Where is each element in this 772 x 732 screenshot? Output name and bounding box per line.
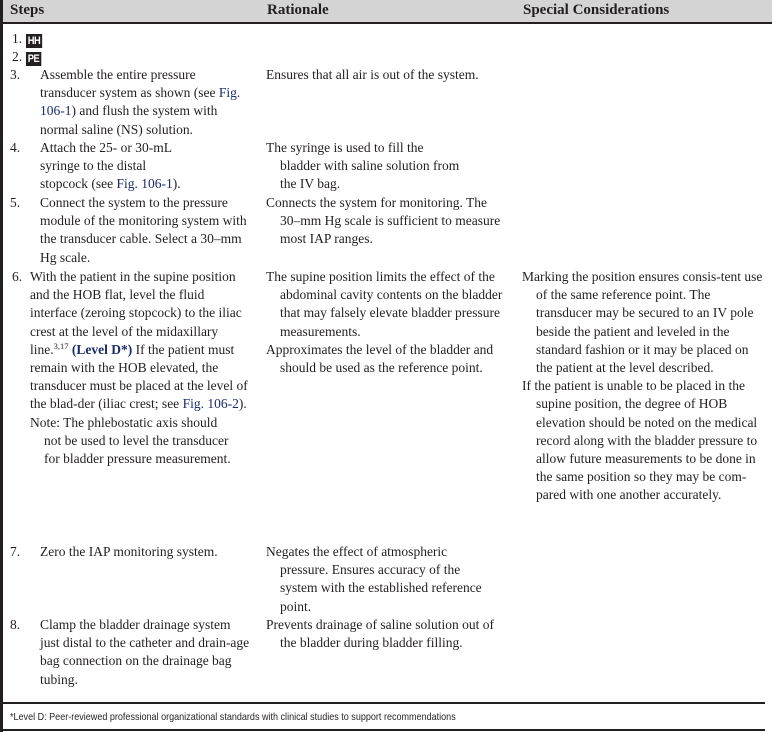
footnote: *Level D: Peer-reviewed professional organizational standards with clinical studies to support recommendations (10, 711, 456, 723)
step-number: 6. (12, 269, 23, 284)
table-row (10, 543, 250, 561)
rationale-cell (266, 66, 506, 84)
table-row (10, 194, 250, 267)
step-text: Clamp the bladder drainage system just distal to the catheter and drain-age bag connection on the drainage bag tubing. (40, 617, 250, 687)
figure-link[interactable]: Fig. 106-1 (116, 176, 173, 192)
rationale-text: Ensures that all air is out of the system. (266, 67, 479, 82)
figure-link[interactable]: Fig. 106-1 (40, 85, 241, 119)
step-number: 8. (10, 617, 21, 632)
table-row (12, 30, 252, 48)
step-number: 2. (12, 49, 23, 64)
special-considerations-cell (522, 268, 764, 505)
figure-link[interactable]: Fig. 106-2 (182, 396, 239, 412)
step-text: Assemble the entire pressure transducer system as shown (see Fig. 106-1) and flush the system with normal saline (NS) solution. (40, 67, 241, 137)
step-number: 3. (10, 67, 21, 82)
table-header (3, 0, 772, 24)
rationale-cell (266, 194, 508, 249)
rationale-text: Prevents drainage of saline solution out of the bladder during bladder filling. (266, 617, 494, 651)
step-number: 1. (12, 31, 23, 46)
column-header-rationale: Rationale (267, 2, 329, 18)
footnote-top-rule (3, 702, 765, 704)
hand-hygiene-icon: HH (27, 35, 40, 47)
evidence-level-link[interactable]: (Level D*) (71, 341, 133, 357)
column-header-steps: Steps (10, 2, 45, 18)
rationale-cell (266, 616, 498, 652)
step-text: With the patient in the supine position and the HOB flat, level the fluid interface (zeroing stopcock) to the iliac crest at the level of the midaxillary line.$^{3,17}$ (Level D*) If the patient must remain with the HOB elevated, the transducer must be placed at the level of the blad-der (iliac crest; see Fig. 106-2). (30, 269, 248, 412)
table-row (10, 66, 250, 139)
rationale-text: Approximates the level of the bladder and should be used as the reference point. (266, 341, 494, 376)
step-note: Note: The phlebostatic axis should not be used to level the transducer for bladder pressure measurement. (30, 414, 231, 467)
step-text: Zero the IAP monitoring system. (40, 544, 218, 559)
special-consideration-text: Marking the position ensures consis-tent use of the same reference point. The transducer may be secured to an IV pole beside the patient and leveled in the standard fashion or it may be placed on the patient at the level described. (522, 269, 763, 376)
step-number: 5. (10, 195, 21, 210)
rationale-text: Connects the system for monitoring. The 30–mm Hg scale is sufficient to measure most IAP ranges. (266, 195, 501, 247)
table-row (12, 268, 252, 468)
left-border-bar (0, 0, 3, 732)
rationale-cell (266, 543, 496, 616)
table-row (10, 616, 250, 689)
footnote-bottom-rule (3, 729, 765, 731)
step-number: 7. (10, 544, 21, 559)
rationale-cell (266, 139, 466, 194)
special-consideration-text: If the patient is unable to be placed in the supine position, the degree of HOB elevation should be noted on the medical record along with the bladder pressure to allow future measurements to be done in the same position so they may be com-pared with one another accurately. (522, 378, 758, 503)
step-text: Connect the system to the pressure module of the monitoring system with the transducer cable. Select a 30–mm Hg scale. (40, 195, 247, 265)
personal-protective-equipment-icon: PE (27, 53, 39, 65)
column-header-special-considerations: Special Considerations (523, 2, 670, 18)
table-row (12, 48, 252, 66)
rationale-text: The syringe is used to fill the bladder with saline solution from the IV bag. (266, 140, 460, 192)
table-row (10, 139, 250, 194)
rationale-text: Negates the effect of atmospheric pressure. Ensures accuracy of the system with the established reference point. (266, 544, 482, 614)
step-text: Attach the 25- or 30-mL syringe to the distal stopcock (see Fig. 106-1). (40, 140, 181, 192)
step-number: 4. (10, 140, 21, 155)
citation-superscript: 3,17 (53, 340, 69, 351)
rationale-text: The supine position limits the effect of the abdominal cavity contents on the bladder that may falsely elevate bladder pressure measurements. (266, 269, 503, 339)
rationale-cell (266, 268, 508, 377)
